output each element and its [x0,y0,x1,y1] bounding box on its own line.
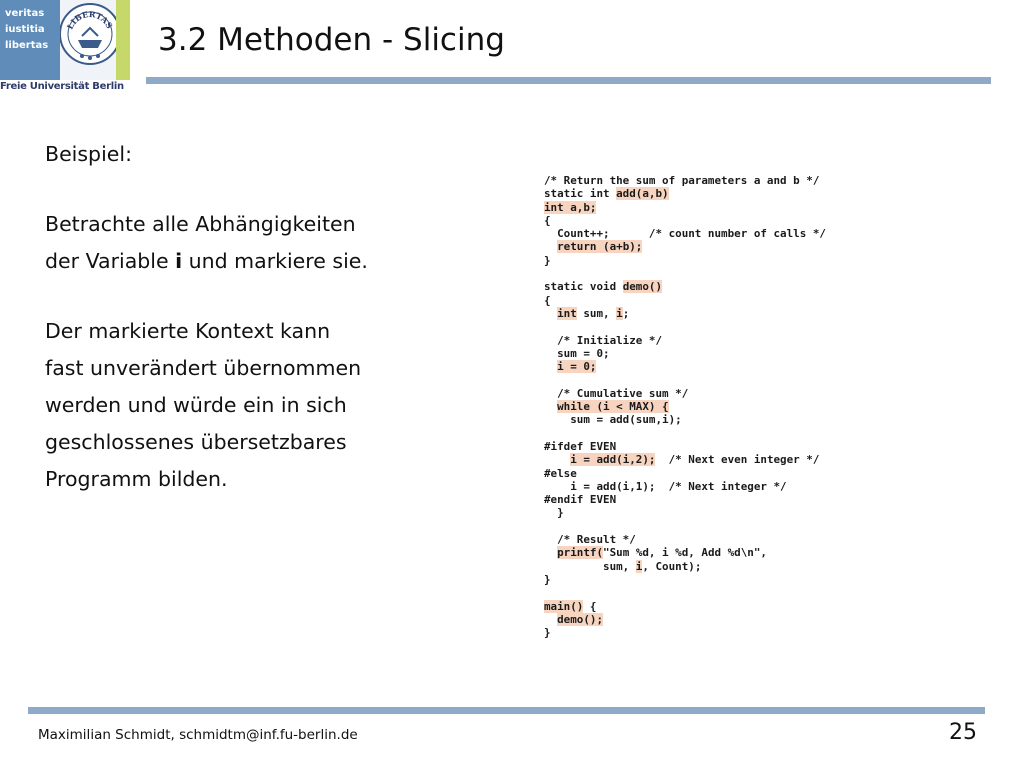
note-line: werden und würde ein in sich [45,393,347,417]
highlighted-code-segment: add(a,b) [616,187,669,201]
highlighted-code-segment: int a,b; [544,200,597,214]
task-line: Betrachte alle Abhängigkeiten [45,212,356,236]
highlighted-code-segment: demo(); [557,612,604,626]
task-line [45,243,485,280]
logo-motto-word: veritas [5,8,45,19]
highlighted-code-segment: while (i < MAX) { [557,400,669,414]
code-segment: { Count++; /* count number of calls */ [544,213,826,241]
university-logo [0,0,130,96]
highlighted-code-segment: i [635,559,643,573]
slide-title: 3.2 Methoden - Slicing [158,22,505,58]
highlighted-code-segment: printf( [557,546,604,560]
code-listing [544,174,826,639]
footer-author: Maximilian Schmidt, schmidtm@inf.fu-berlin.de [38,727,358,743]
code-segment: { [544,293,551,307]
institution-name: Freie Universität Berlin [0,81,124,92]
code-segment: } static void [544,253,617,294]
variable-name: i [175,249,183,273]
title-divider [146,77,991,84]
logo-motto-word: iustitia [5,24,45,35]
note-line: Der markierte Kontext kann [45,319,331,343]
logo-green-stripe [116,0,130,80]
seal-text: LIBERTAS [64,8,115,31]
highlighted-code-segment: i = 0; [557,360,597,374]
task-text: der Variable [45,249,176,273]
highlighted-code-segment: i = add(i,2); [570,453,656,467]
code-segment: , Count); } [544,559,702,586]
code-segment: /* Cumulative sum */ [557,386,689,400]
footer-divider [28,707,985,714]
slide-text [45,136,485,498]
code-segment: sum = add(sum,i); #ifdef EVEN [544,413,682,453]
note-line: fast unverändert übernommen [45,356,362,380]
paragraph-gap [45,280,485,313]
highlighted-code-segment: i [616,306,623,320]
code-segment: ; /* Initialize */ sum = 0; [557,306,663,360]
logo-blue-panel [0,0,60,80]
page-number: 25 [949,720,977,745]
code-segment: } [544,626,551,640]
highlighted-code-segment: demo() [622,280,663,294]
code-segment: { [589,599,597,613]
highlighted-code-segment: main() [544,599,584,613]
highlighted-code-segment: return (a+b); [557,240,643,254]
paragraph-gap [45,173,485,206]
logo-seal-icon [60,0,116,80]
highlighted-code-segment: int [557,306,577,320]
code-segment: /* Next even integer */ #else i = add(i,1); /* Next integer */ #endif EVEN } /* Result */ [544,453,820,547]
note-line: geschlossenes übersetzbares [45,430,347,454]
logo-motto-word: libertas [5,40,49,51]
code-segment: /* Return the sum of parameters a and b */ static int [544,174,820,201]
example-label: Beispiel: [45,142,132,166]
logo-motto [5,6,57,54]
code-segment: sum, [576,306,617,320]
task-text: und markiere sie. [182,249,368,273]
note-line: Programm bilden. [45,467,228,491]
code-segment: "Sum %d, i %d, Add %d\n", sum, [603,546,767,573]
